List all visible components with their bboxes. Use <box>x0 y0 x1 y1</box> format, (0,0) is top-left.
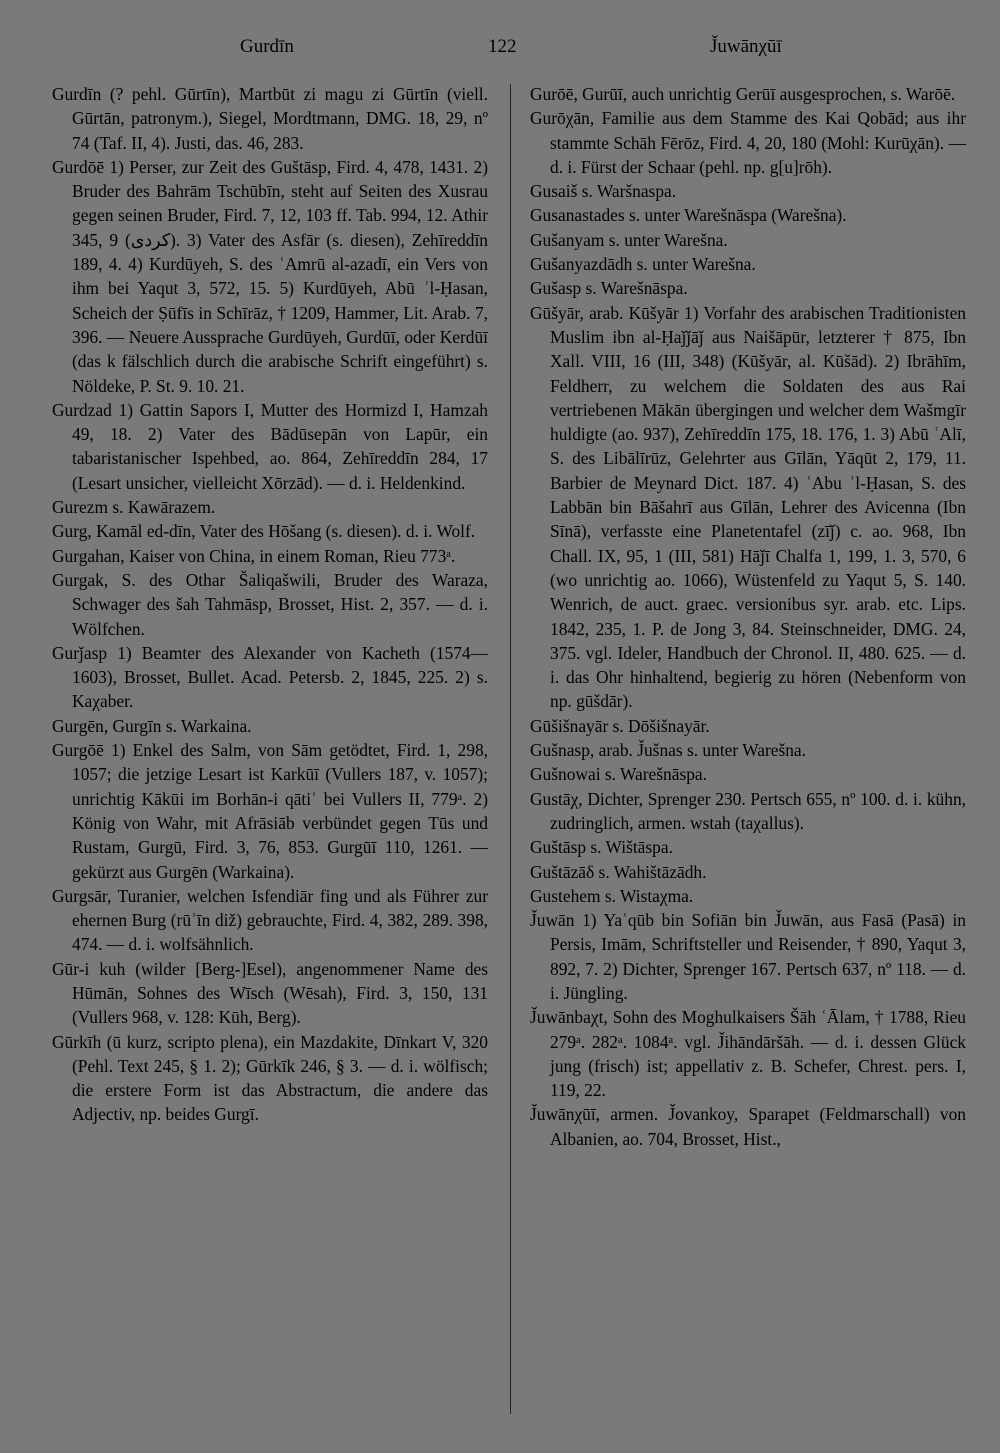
running-head-left: Gurdīn <box>240 36 294 57</box>
entry-gustasp: Guštāsp s. Wištāspa. <box>530 837 673 858</box>
entry-gurdoe: Gurdōē 1) Perser, zur Zeit des Guštāsp, Fird. 4, 478, 1431. 2) Bruder des Bahrām Tschūbīn, steht auf Seiten des Xusrau gegen seinen Bruder, Fird. 7, 12, 103 ff. Tab. 994, 12. Athir 345, 9 (كردى). 3) Vater des Asfār (s. diesen), Zehīreddīn 189, 4. 4) Kurdūyeh, S. des ʿAmrū al-azadī, ein Vers von ihm bei Yaqut 3, 572, 15. 5) Kurdūyeh, Abū ʾl-Ḥasan, Scheich der Ṣūfīs in Schīrāz, † 1209, Hammer, Lit. Arab. 7, 396. — Neuere Aussprache Gurdūyeh, Gurdūī, oder Kerdūī (das k fälschlich durch die arabische Schrift eingeführt) s. Nöldeke, P. St. 9. 10. 21. <box>52 156 488 396</box>
entry-gurdzad: Gurdzad 1) Gattin Sapors I, Mutter des Hormizd I, Hamzah 49, 18. 2) Vater des Bādūsepān von Lapūr, ein tabaristanischer Ispehbed, ao. 864, Zehīreddīn 284, 17 (Lesart unsicher, vielleicht Xōrzād). — d. i. Heldenkind. <box>52 399 488 493</box>
entry-gusanyam: Gušanyam s. unter Warešna. <box>530 229 728 250</box>
entry-gur-i-kuh: Gūr-i kuh (wilder [Berg-]Esel), angenommener Name des Hūmān, Sohnes des Wīsch (Wēsah), Fird. 3, 150, 131 (Vullers 968, v. 128: Kūh, Berg). <box>52 958 488 1028</box>
entry-gurgen: Gurgēn, Gurgīn s. Warkaina. <box>52 715 252 736</box>
left-column <box>52 82 488 1127</box>
column-divider <box>510 84 511 1414</box>
page-number: 122 <box>488 36 517 57</box>
entry-gurdin: Gurdīn (? pehl. Gūrtīn), Martbūt zi magu zi Gūrtīn (viell. Gūrtān, patronym.), Siegel, Mordtmann, DMG. 18, 29, nº 74 (Taf. II, 4). Justi, das. 46, 283. <box>52 84 488 153</box>
entry-gurgak: Gurgak, S. des Othar Šaliqašwili, Bruder des Waraza, Schwager des šah Tahmāsp, Brosset, Hist. 2, 357. — d. i. Wölfchen. <box>52 569 488 639</box>
page-header <box>0 36 1000 66</box>
entry-gustax: Gustāχ, Dichter, Sprenger 230. Pertsch 655, nº 100. d. i. kühn, zudringlich, armen. wstah (taχallus). <box>530 788 966 833</box>
entry-gusyar: Gūšyār, arab. Kūšyār 1) Vorfahr des arabischen Traditionisten Muslim ibn al-Ḥaǰǰāǰ aus Naišāpūr, letzterer † 875, Ibn Xall. VIII, 16 (III, 348) (Kūšyār, al. Kūšād). 2) Ibrāhīm, Feldherr, zu welchem die Soldaten des aus Rai vertriebenen Mākān übergingen und welcher dem Wašmgīr huldigte (ao. 937), Zehīreddīn 175, 18. 176, 1. 3) Abū ʿAlī, S. des Libālīrūz, Gelehrter aus Gīlān, Yāqūt 2, 179, 11. Barbier de Meynard Dict. 187. 4) ʿAbu ʾl-Ḥasan, S. des Labbān bin Bāšahrī aus Gīlān, Lehrer des Avicenna (Ibn Sīnā), verfasste eine Planetentafel (zīǰ) c. ao. 968, Ibn Chall. IX, 95, 1 (III, 581) Hāǰī Chalfa 1, 199, 1. 3, 570, 6 (wo unrichtig ao. 1066), Wüstenfeld zu Yaqut 5, S. 140. Wenrich, de auct. graec. versionibus syr. arab. etc. Lips. 1842, 235, 1. P. de Jong 3, 84. Steinschneider, DMG. 24, 375. vgl. Ideler, Handbuch der Chronol. II, 480. 625. — d. i. das Ohr hinhaltend, begierig zu hören (Nebenform von np. gūšdār). <box>530 302 966 712</box>
entry-juwan: J̌uwān 1) Yaʿqūb bin Sofiān bin J̌uwān, aus Fasā (Pasā) in Persis, Imām, Schriftsteller und Reisender, † 890, Yaqut 3, 892, 7. 2) Dichter, Sprenger 167. Pertsch 637, nº 118. — d. i. Jüngling. <box>530 910 966 1003</box>
entry-gusanyazdadh: Gušanyazdādh s. unter Warešna. <box>530 254 756 275</box>
entry-gurg: Gurg, Kamāl ed-dīn, Vater des Hōšang (s. diesen). d. i. Wolf. <box>52 521 476 542</box>
entry-gusasp: Gušasp s. Warešnāspa. <box>530 278 688 299</box>
entry-gurkih: Gūrkīh (ū kurz, scripto plena), ein Mazdakite, Dīnkart V, 320 (Pehl. Text 245, § 1. 2); Gūrkīk 246, § 3. — d. i. wölfisch; die erstere Form ist das Abstractum, die andere das Adjectiv, np. beides Gurgī. <box>52 1031 488 1125</box>
right-column <box>530 82 966 1151</box>
running-head-right: J̌uwānχūī <box>710 36 782 57</box>
entry-gurjasp: Gurǰasp 1) Beamter des Alexander von Kacheth (1574—1603), Brosset, Bullet. Acad. Petersb. 2, 1845, 225. 2) s. Kaχaber. <box>52 642 488 712</box>
entry-guroxan: Gurōχān, Familie aus dem Stamme des Kai Qobād; aus ihr stammte Schāh Fērōz, Fird. 4, 20, 180 (Mohl: Kurūχān). — d. i. Fürst der Schaar (pehl. np. g[u]rōh). <box>530 108 966 177</box>
entry-gustazad: Guštāzāδ s. Wahištāzādh. <box>530 861 707 882</box>
entry-gusanastades: Gusanastades s. unter Warešnāspa (Warešna). <box>530 205 847 226</box>
entry-gusnasp: Gušnasp, arab. J̌ušnas s. unter Warešna. <box>530 740 806 761</box>
entry-juwanbaxt: J̌uwānbaχt, Sohn des Moghulkaisers Šāh ʿĀlam, † 1788, Rieu 279ᵃ. 282ᵃ. 1084ᵃ. vgl. J̌ihāndāršāh. — d. i. dessen Glück jung (frisch) ist; appellativ z. B. Schefer, Chrest. pers. I, 119, 22. <box>530 1007 966 1101</box>
entry-gusais: Gusaiš s. Waršnaspa. <box>530 181 677 202</box>
entry-gurgoe: Gurgōē 1) Enkel des Salm, von Sām getödtet, Fird. 1, 298, 1057; die jetzige Lesart ist Karkūī (Vullers 187, v. 1057); unrichtig Kākūi im Borhān-i qātiʿ bei Vullers II, 779ᵃ. 2) König von Wahr, mit Afrāsiāb verbündet gegen Tūs und Rustam, Gurgū, Fird. 3, 76, 853. Gurgūī 110, 1261. — gekürzt aus Gurgēn (Warkaina). <box>52 740 488 882</box>
entry-gurezm: Gurezm s. Kawārazem. <box>52 497 216 518</box>
entry-gurgahan: Gurgahan, Kaiser von China, in einem Roman, Rieu 773ᵃ. <box>52 545 456 566</box>
entry-gusisnayar: Gūšišnayār s. Dōšišnayār. <box>530 715 710 736</box>
entry-juwanxui: J̌uwānχūī, armen. J̌ovankoy, Sparapet (Feldmarschall) von Albanien, ao. 704, Brosset, Hist., <box>530 1104 966 1149</box>
entry-gustehem: Gustehem s. Wistaχma. <box>530 885 694 906</box>
entry-gurgsar: Gurgsār, Turanier, welchen Isfendiār fing und als Führer zur ehernen Burg (rūʾīn diž) gebrauchte, Fird. 4, 382, 289. 398, 474. — d. i. wolfsähnlich. <box>52 885 488 955</box>
entry-gusnowai: Gušnowai s. Warešnāspa. <box>530 764 707 785</box>
entry-guroe: Gurōē, Gurūī, auch unrichtig Gerūī ausgesprochen, s. Warōē. <box>530 84 956 104</box>
